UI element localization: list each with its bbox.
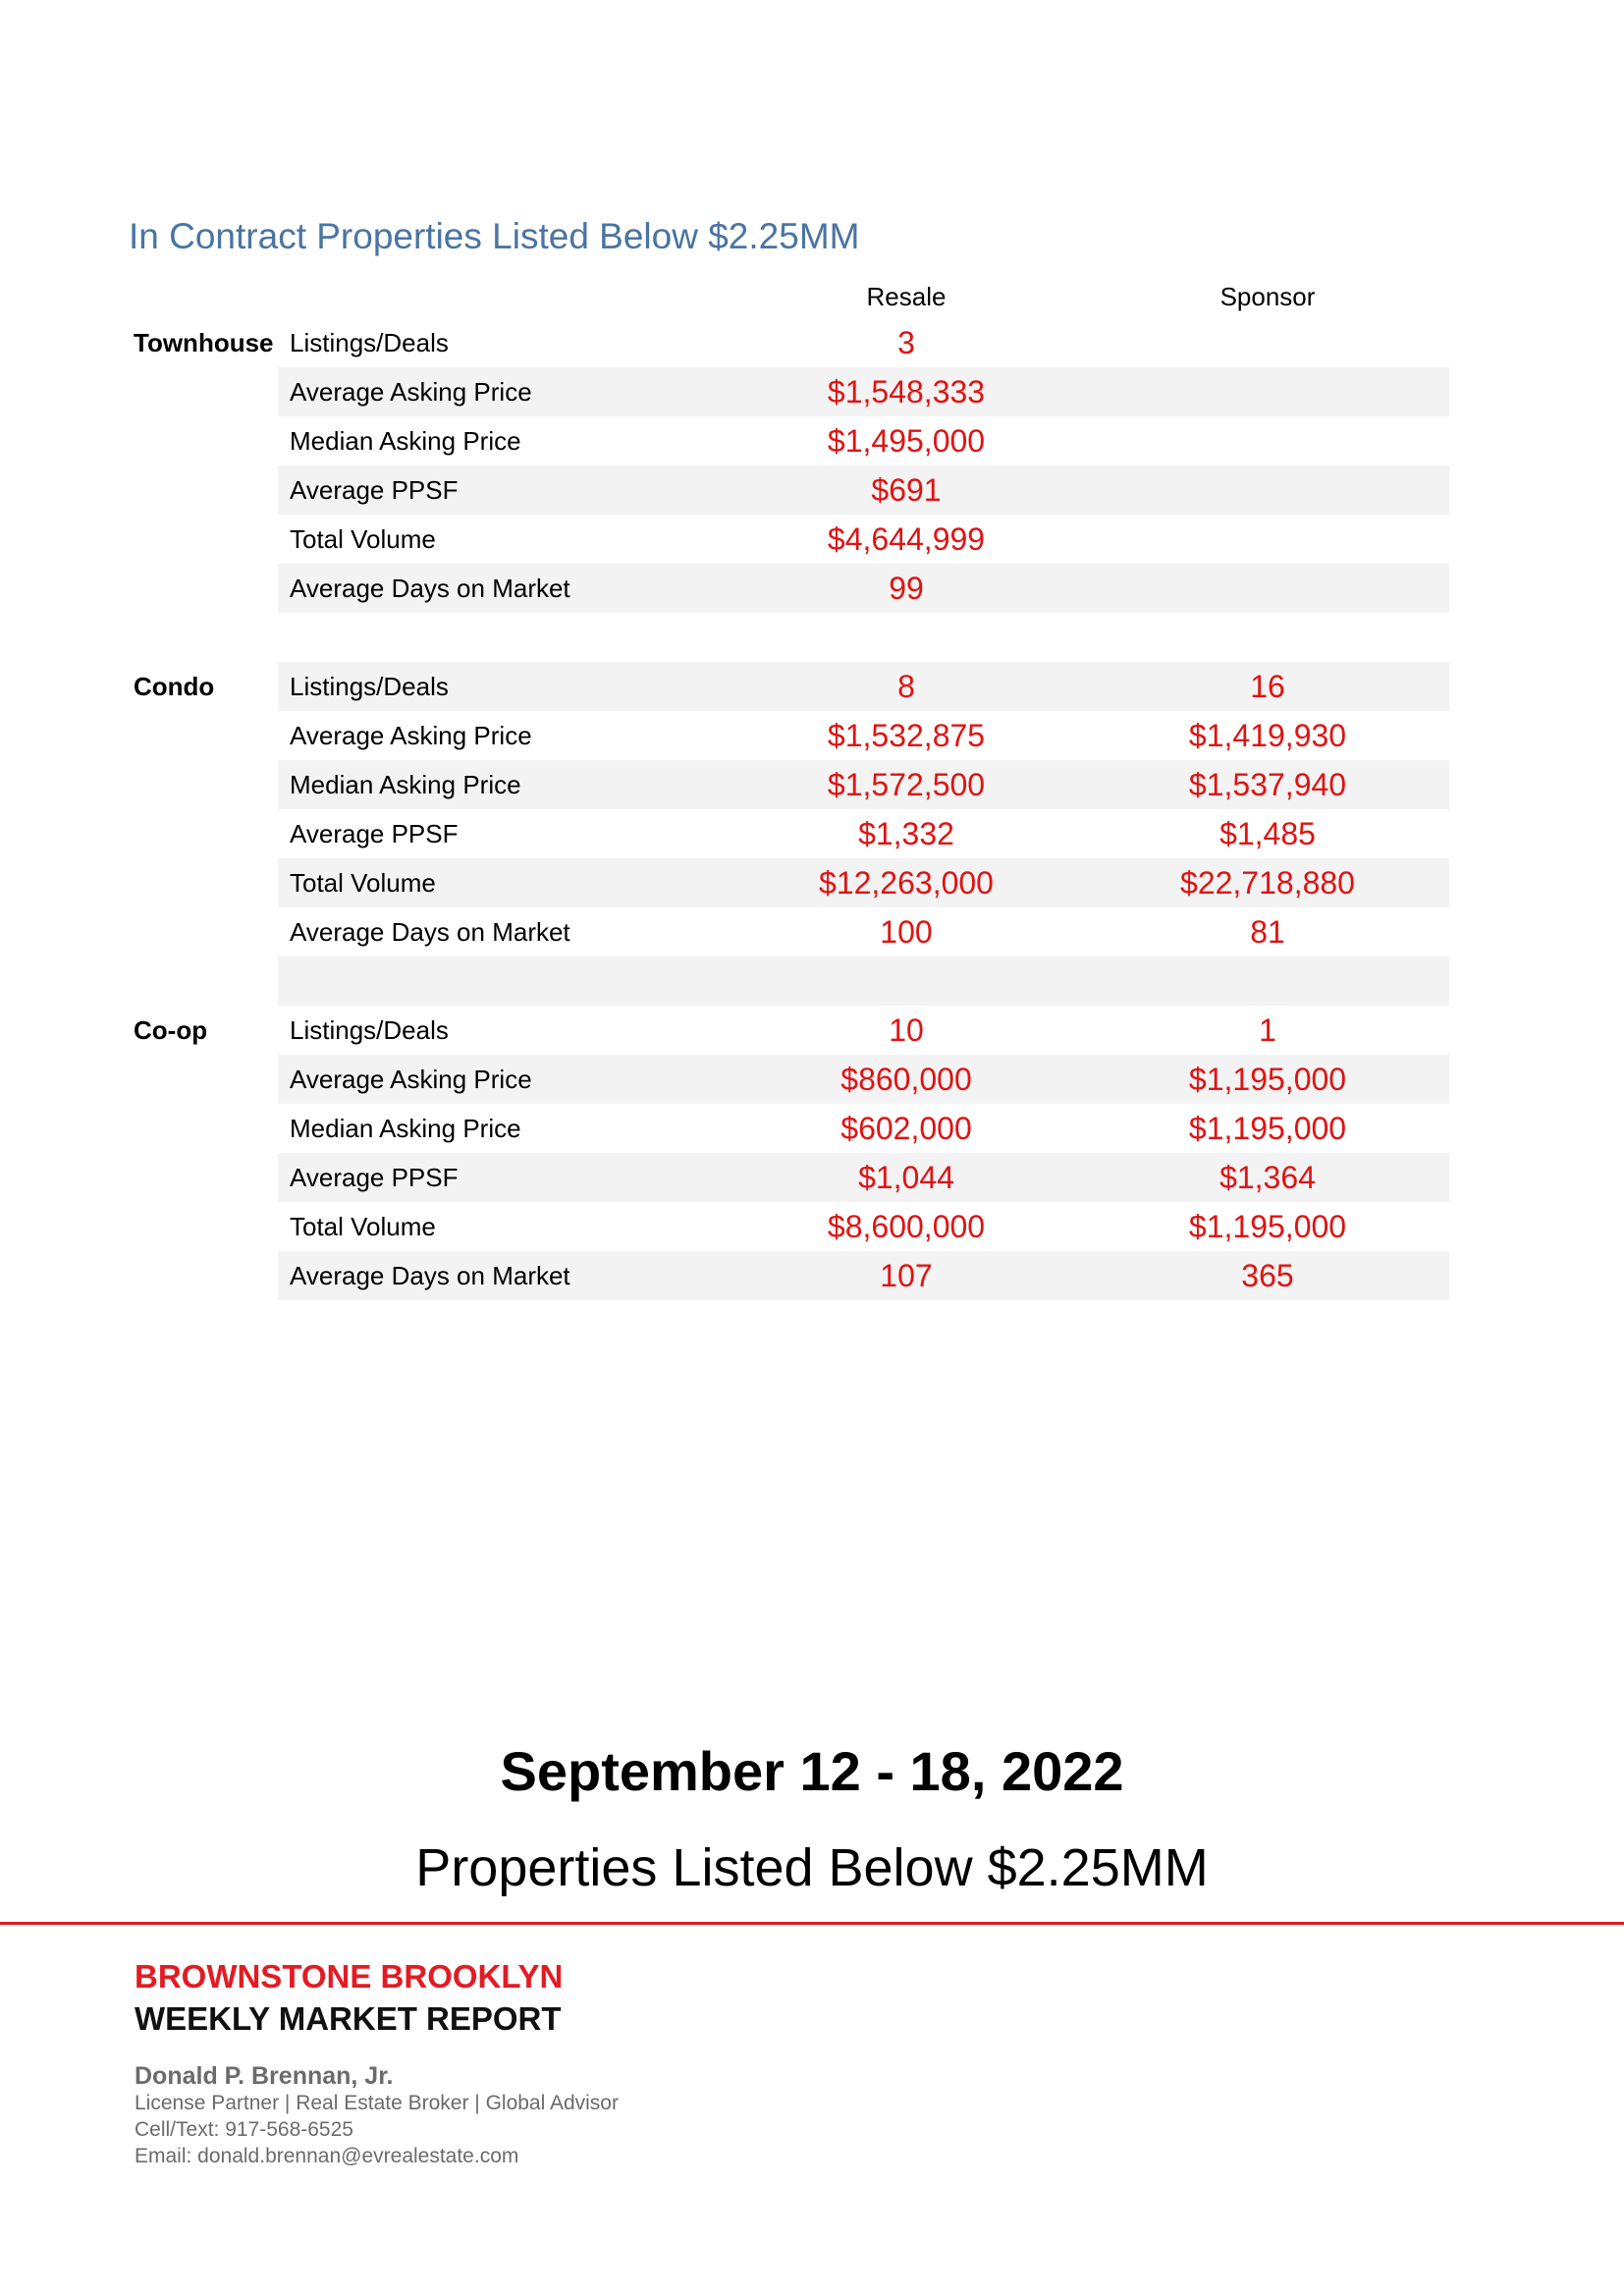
resale-value: 10 — [889, 1012, 924, 1048]
table-row — [278, 1202, 1449, 1251]
resale-value: $691 — [871, 472, 942, 508]
agent-title: License Partner | Real Estate Broker | Global Advisor — [135, 2092, 619, 2114]
row-label: Average Asking Price — [290, 721, 532, 750]
report-name: WEEKLY MARKET REPORT — [135, 2000, 562, 2037]
resale-value: 8 — [897, 669, 915, 704]
row-label: Median Asking Price — [290, 770, 521, 799]
sponsor-value: 81 — [1250, 914, 1285, 950]
resale-value: 99 — [889, 571, 924, 606]
sponsor-value: 1 — [1259, 1012, 1276, 1048]
table-row — [278, 1055, 1449, 1104]
table-row — [278, 416, 1449, 465]
category-townhouse: Townhouse — [134, 328, 274, 357]
row-label: Listings/Deals — [290, 1015, 449, 1045]
category-condo: Condo — [134, 672, 215, 701]
row-label: Average Days on Market — [290, 1261, 570, 1290]
sponsor-value: $1,195,000 — [1188, 1209, 1347, 1244]
table-row — [278, 1006, 1449, 1055]
row-label: Average Asking Price — [290, 1065, 532, 1094]
resale-value: $8,600,000 — [827, 1209, 986, 1244]
agent-name: Donald P. Brennan, Jr. — [135, 2062, 394, 2090]
row-label: Average PPSF — [290, 1163, 459, 1192]
resale-value: $1,495,000 — [827, 423, 986, 459]
table-row — [278, 465, 1449, 515]
resale-value: $1,332 — [858, 816, 954, 851]
agent-email: Email: donald.brennan@evrealestate.com — [135, 2145, 519, 2167]
sponsor-value: $1,419,930 — [1188, 718, 1347, 753]
sponsor-value: $1,537,940 — [1188, 767, 1347, 802]
row-label: Total Volume — [290, 1212, 436, 1241]
table-row — [278, 1153, 1449, 1202]
table-row — [278, 662, 1449, 711]
sponsor-value: $1,364 — [1219, 1160, 1316, 1195]
table-row — [278, 367, 1449, 416]
row-label: Total Volume — [290, 524, 436, 554]
row-label: Average PPSF — [290, 819, 459, 848]
table-row — [278, 515, 1449, 564]
table-row — [278, 711, 1449, 760]
table-row — [278, 760, 1449, 809]
column-header-resale: Resale — [866, 282, 947, 311]
resale-value: $1,548,333 — [827, 374, 986, 410]
sponsor-value: $1,195,000 — [1188, 1111, 1347, 1146]
resale-value: $12,263,000 — [819, 865, 994, 901]
row-label: Median Asking Price — [290, 1114, 521, 1143]
resale-value: 3 — [897, 325, 915, 360]
sponsor-value: 16 — [1250, 669, 1285, 704]
resale-value: $1,572,500 — [827, 767, 986, 802]
resale-value: 107 — [880, 1258, 933, 1293]
sponsor-value: 365 — [1241, 1258, 1294, 1293]
sponsor-value: $1,195,000 — [1188, 1062, 1347, 1097]
row-label: Listings/Deals — [290, 328, 449, 357]
table-row — [278, 1104, 1449, 1153]
table-row — [278, 1251, 1449, 1300]
row-label: Average PPSF — [290, 475, 459, 505]
page-title: In Contract Properties Listed Below $2.25MM — [129, 216, 860, 256]
row-label: Listings/Deals — [290, 672, 449, 701]
category-coop: Co-op — [134, 1015, 208, 1045]
table-row — [278, 564, 1449, 613]
row-label: Average Days on Market — [290, 917, 570, 947]
table-row — [278, 809, 1449, 858]
resale-value: $4,644,999 — [827, 521, 986, 557]
brand-name: BROWNSTONE BROOKLYN — [135, 1958, 564, 1995]
report-subtitle: Properties Listed Below $2.25MM — [415, 1838, 1209, 1897]
spacer-row — [278, 957, 1449, 1006]
row-label: Total Volume — [290, 868, 436, 898]
resale-value: 100 — [880, 914, 933, 950]
row-label: Median Asking Price — [290, 426, 521, 456]
table-row — [278, 858, 1449, 907]
table-row — [278, 318, 1449, 367]
resale-value: $602,000 — [840, 1111, 972, 1146]
row-label: Average Asking Price — [290, 377, 532, 407]
table-row — [278, 907, 1449, 957]
resale-value: $1,532,875 — [827, 718, 986, 753]
report-date-range: September 12 - 18, 2022 — [500, 1740, 1124, 1802]
resale-value: $1,044 — [858, 1160, 954, 1195]
divider-line — [0, 1922, 1624, 1925]
agent-phone: Cell/Text: 917-568-6525 — [135, 2118, 353, 2141]
resale-value: $860,000 — [840, 1062, 972, 1097]
sponsor-value: $1,485 — [1219, 816, 1316, 851]
column-header-sponsor: Sponsor — [1219, 282, 1316, 311]
row-label: Average Days on Market — [290, 574, 570, 603]
sponsor-value: $22,718,880 — [1180, 865, 1355, 901]
